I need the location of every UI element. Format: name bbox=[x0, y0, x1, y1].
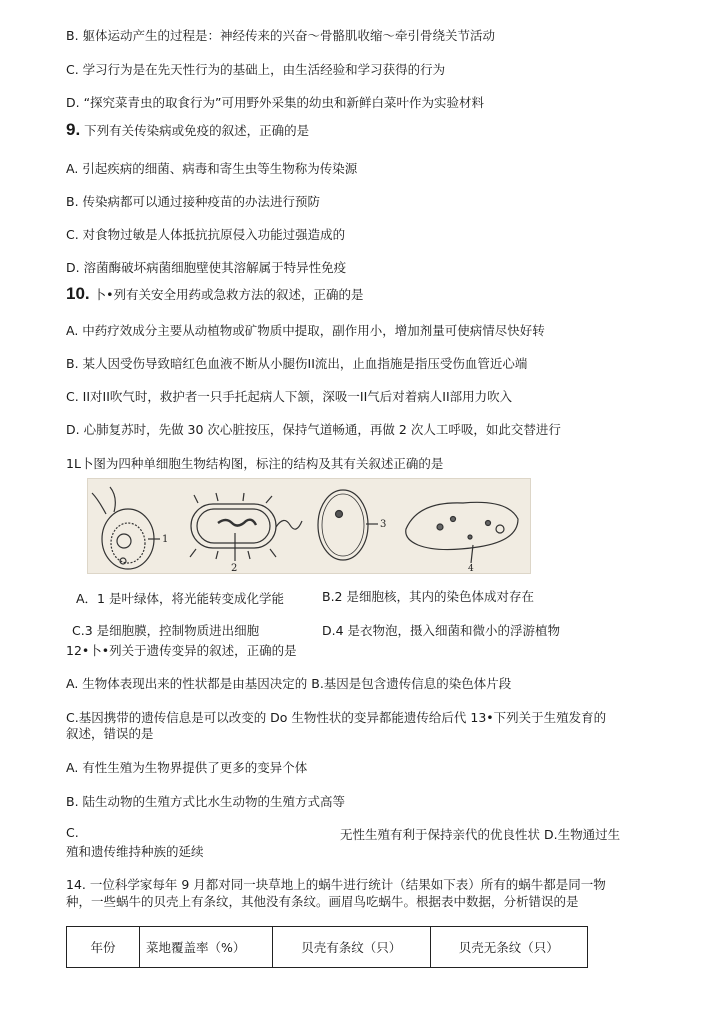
single-cell-organisms-figure bbox=[87, 478, 531, 574]
snail-data-table bbox=[66, 926, 588, 968]
figure-label-2: 2 bbox=[231, 563, 238, 573]
q8-option-c: C. 学习行为是在先天性行为的基础上，由生活经验和学习获得的行为 bbox=[66, 62, 446, 77]
figure-label-4: 4 bbox=[468, 564, 474, 573]
table-header-row bbox=[67, 927, 588, 968]
q14-stem-line2: 种，一些蜗牛的贝壳上有条纹，其他没有条纹。画眉鸟吃蜗牛。根据表中数据，分析错误的是 bbox=[66, 894, 579, 909]
q10-option-d: D. 心肺复苏时，先做 30 次心脏按压，保持气道畅通，再做 2 次人工呼吸，如此交替进行 bbox=[66, 422, 561, 437]
q10-option-b: B. 某人因受伤导致暗红色血液不断从小腿伤II流出，止血指施是指压受伤血管近心端 bbox=[66, 356, 528, 371]
q13-option-d-cont: 殖和遗传维持种族的延续 bbox=[66, 844, 204, 859]
q12-option-c-d: C.基因携带的遗传信息是可以改变的 Do 生物性状的变异都能遗传给后代 13•下列关于生殖发育的 bbox=[66, 710, 607, 725]
table-header-striped: 贝壳有条纹（只） bbox=[273, 927, 431, 968]
q9-option-c: C. 对食物过敏是人体抵抗抗原侵入功能过强造成的 bbox=[66, 227, 346, 242]
q13-stem: 叙述，错误的是 bbox=[66, 726, 154, 741]
q10-heading bbox=[66, 284, 364, 304]
table-header-coverage: 菜地覆盖率（%） bbox=[140, 927, 273, 968]
organism-3-image bbox=[318, 490, 378, 560]
q13-option-c-text: 无性生殖有利于保持亲代的优良性状 D.生物通过生 bbox=[340, 827, 621, 842]
q12-option-a-b: A. 生物体表现出来的性状都是由基因决定的 B.基因是包含遗传信息的染色体片段 bbox=[66, 676, 512, 691]
organism-2-image bbox=[190, 493, 302, 561]
table-header-unstriped: 贝壳无条纹（只） bbox=[430, 927, 588, 968]
q9-option-b: B. 传染病都可以通过接种疫苗的办法进行预防 bbox=[66, 194, 321, 209]
q9-number: 9. bbox=[66, 120, 81, 139]
q8-option-b: B. 躯体运动产生的过程是：神经传来的兴奋～骨骼肌收缩～牵引骨绕关节活动 bbox=[66, 28, 496, 43]
q12-stem: 12•卜•列关于遗传变异的叙述，正确的是 bbox=[66, 643, 297, 658]
q9-heading bbox=[66, 120, 309, 140]
table-header-year: 年份 bbox=[67, 927, 140, 968]
q9-option-d: D. 溶菌酶破坏病菌细胞壁使其溶解属于特异性免疫 bbox=[66, 260, 347, 275]
q9-stem: 下列有关传染病或免疫的叙述，正确的是 bbox=[84, 123, 310, 138]
figure-label-3: 3 bbox=[380, 519, 387, 530]
q13-option-b: B. 陆生动物的生殖方式比水生动物的生殖方式高等 bbox=[66, 794, 346, 809]
q14-stem-line1: 14. 一位科学家每年 9 月都对同一块草地上的蜗牛进行统计（结果如下表）所有的蜗牛都是同一物 bbox=[66, 877, 606, 892]
q13-option-a: A. 有性生殖为生物界提供了更多的变异个体 bbox=[66, 760, 308, 775]
organism-1-image bbox=[92, 487, 160, 569]
q10-option-c: C. II对II吹气时，救护者一只手托起病人下颔，深吸一II气后对着病人II部用力吹入 bbox=[66, 389, 513, 404]
q9-option-a: A. 引起疾病的细菌、病毒和寄生虫等生物称为传染源 bbox=[66, 161, 358, 176]
q11-option-d: D.4 是衣物泡，摄入细菌和微小的浮游植物 bbox=[322, 623, 561, 638]
figure-label-1: 1 bbox=[162, 534, 169, 545]
q10-option-a: A. 中药疗效成分主要从动植物或矿物质中提取，副作用小，增加剂量可使病情尽快好转 bbox=[66, 323, 545, 338]
q11-stem: 1L卜图为四种单细胞生物结构图，标注的结构及其有关叙述正确的是 bbox=[66, 456, 444, 471]
q13-option-c-label: C. bbox=[66, 825, 79, 840]
q10-stem: 卜•列有关安全用药或急救方法的叙述，正确的是 bbox=[93, 287, 364, 302]
q8-option-d: D. “探究菜青虫的取食行为”可用野外采集的幼虫和新鲜白菜叶作为实验材料 bbox=[66, 95, 485, 110]
q11-option-c: C.3 是细胞膜，控制物质进出细胞 bbox=[72, 623, 260, 638]
q11-option-a: A．1 是叶绿体，将光能转变成化学能 bbox=[76, 591, 284, 606]
q11-option-b: B.2 是细胞核，其内的染色体成对存在 bbox=[322, 589, 534, 604]
q10-number: 10. bbox=[66, 284, 90, 303]
organism-4-image bbox=[406, 502, 518, 563]
